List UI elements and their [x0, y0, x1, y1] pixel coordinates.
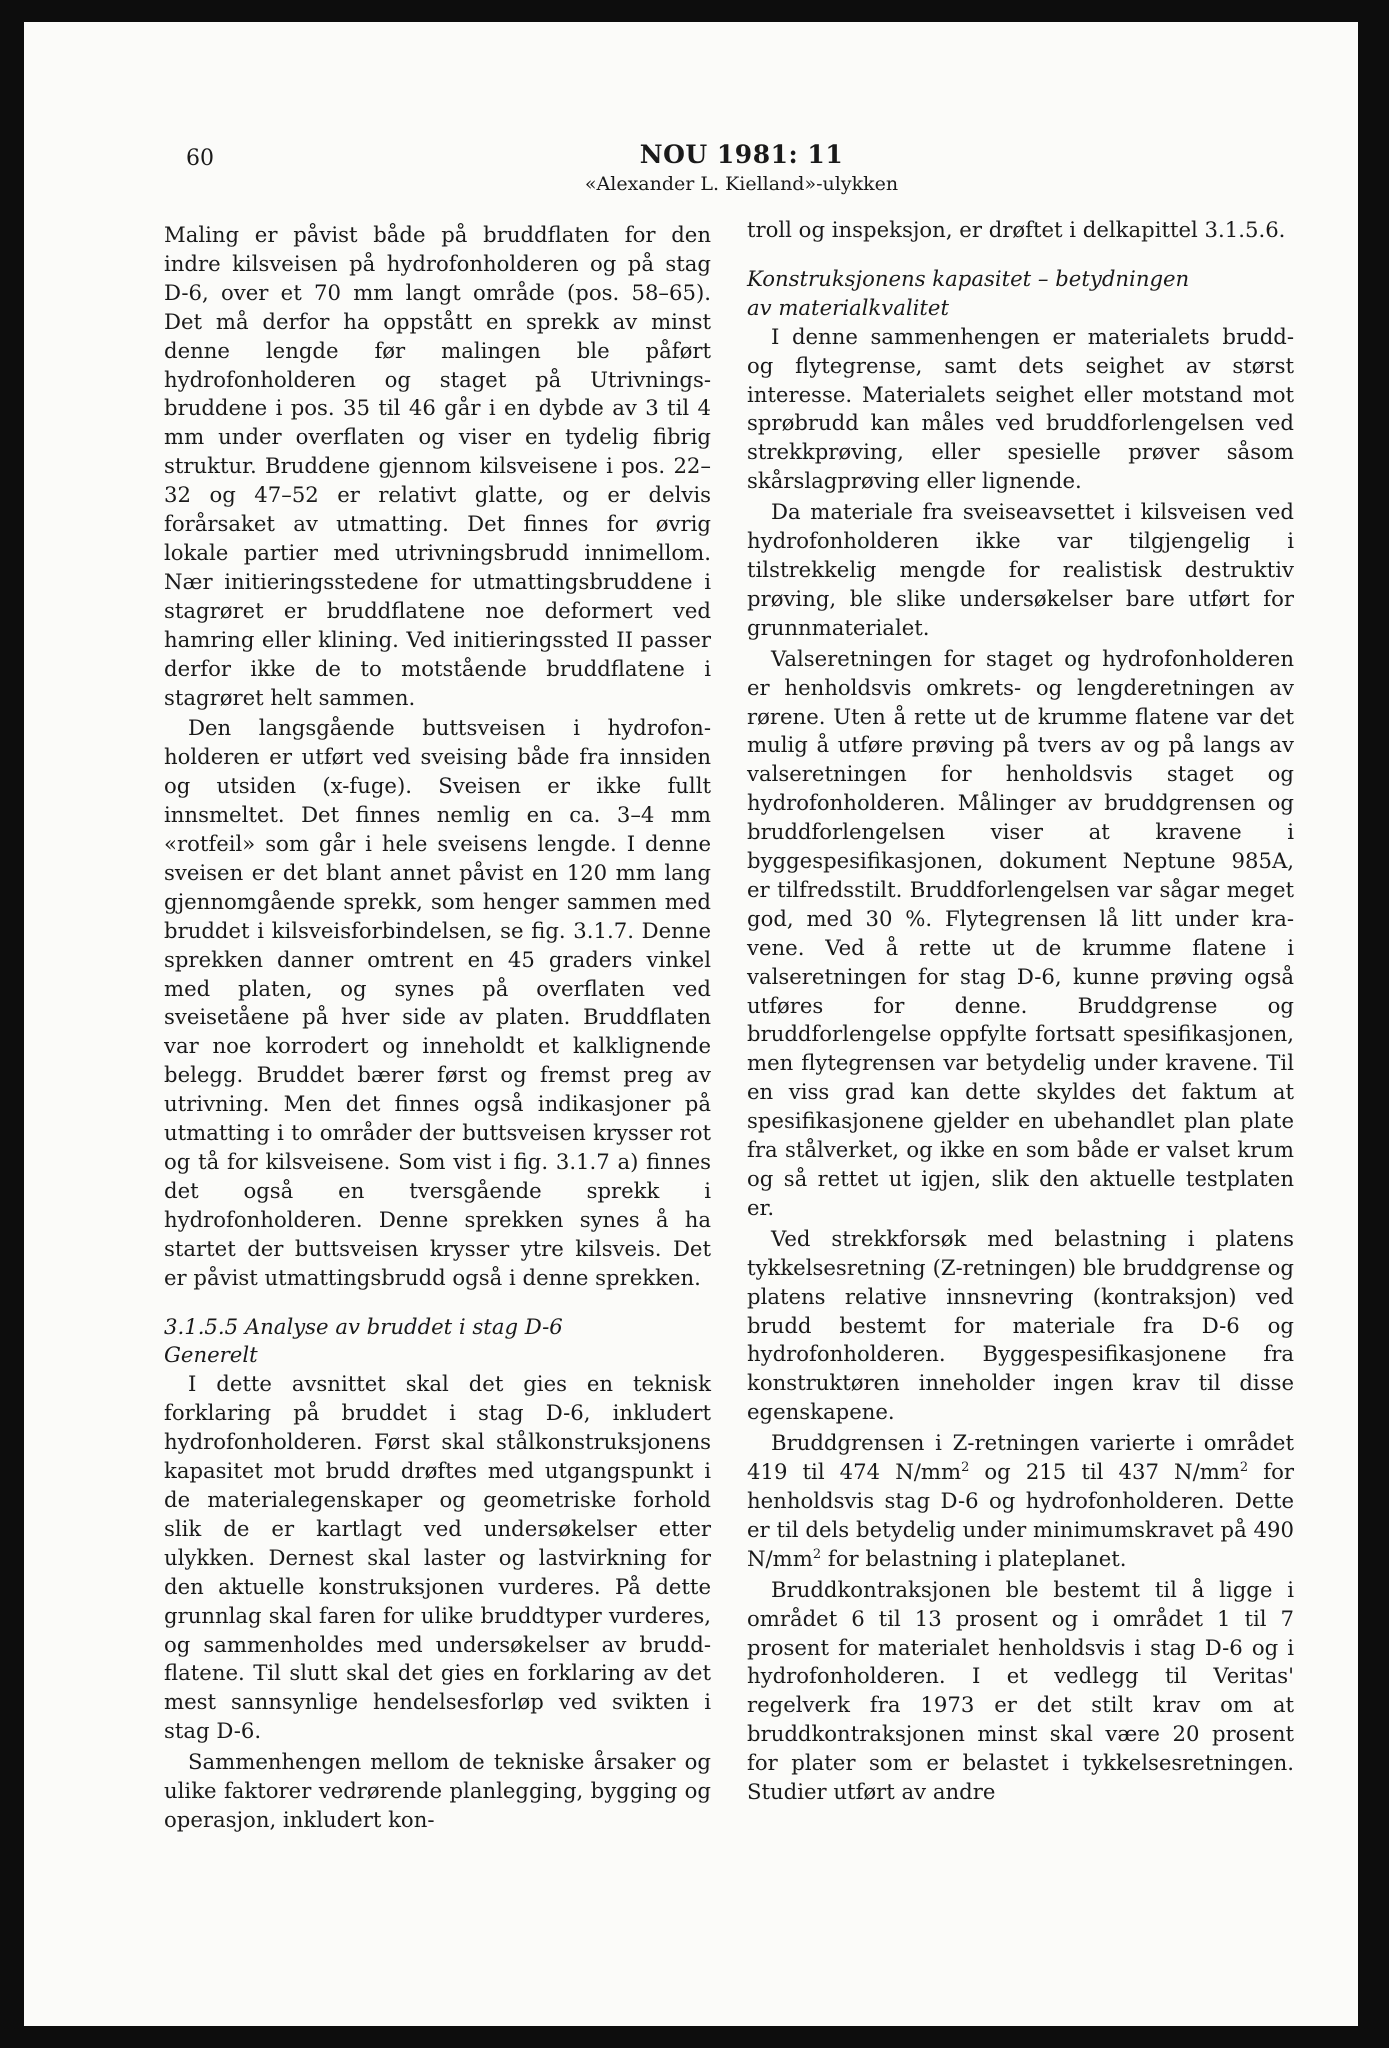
superscript: 2 — [1239, 1460, 1249, 1475]
section-heading-line: Konstruksjonens kapasitet – betydningen — [747, 265, 1190, 291]
paragraph: Den langsgående buttsveisen i hydrofonholderen er utført ved sveising både fra innsiden og utsiden (x-fuge). Sveisen er ikke fullt innsmeltet. Det finnes nemlig en ca. 3–4 mm «rotfeil» som går i hele sveisens lengde. I denne sveisen er det blant annet påvist en 120 mm lang gjennomgående sprekk, som henger sammen med bruddet i kilsveisforbindelsen, se fig. 3.1.7. Denne sprekken danner omtrent en 45 graders vinkel med platen, og synes på overflaten ved sveisetåene på hver side av platen. Bruddflaten var noe korrodert og inneholdt et kalklignende belegg. Bruddet bærer først og fremst preg av utrivning. Men det finnes også indikasjoner på utmatting i to områder der buttsveisen krysser rot og tå for kilsveisene. Som vist i fig. 3.1.7 a) finnes det også en tversgående sprekk i hydrofonholderen. Denne sprekken synes å ha startet der buttsveisen krysser ytre kilsveis. Det er påvist utmattingsbrudd også i denne sprekken. — [164, 715, 711, 1290]
document-subtitle: «Alexander L. Kielland»-ulykken — [584, 173, 899, 195]
superscript: 2 — [961, 1460, 970, 1475]
paragraph: Maling er påvist både på bruddflaten for den indre kilsveisen på hydrofonholderen og på stag D-6, over et 70 mm langt område (pos. 58–65). Det må derfor ha oppstått en sprekk av minst denne lengde før malingen ble påført hydrofonholderen og staget på Utrivningsbruddene i pos. 35 til 46 går i en dybde av 3 til 4 mm under overflaten og viser en tydelig fibrig struktur. Bruddene gjennom kilsveisene i pos. 22–32 og 47–52 er relativt glatte, og er delvis forårsaket av utmatting. Det finnes for øvrig lokale partier med utrivningsbrudd innimellom. Nær initieringsstedene for utmattingsbruddene i stagrøret er bruddflatene noe deformert ved hamring eller klining. Ved initieringssted II passer derfor ikke de to motstående bruddflatene i stagrøret helt sammen. — [164, 222, 711, 710]
paragraph: I denne sammenhengen er materialets brudd- og flytegrense, samt dets seighet av størst interesse. Materialets seighet eller motstand mot sprøbrudd kan måles ved bruddforlengelsen ved strekkprøving, eller spesielle prøver såsom skårslagprøving eller lignende. — [747, 323, 1294, 494]
right-column — [747, 216, 1294, 1809]
superscript: 2 — [812, 1546, 822, 1562]
paragraph: Sammenhengen mellom de tekniske årsaker og ulike faktorer vedrørende planlegging, bygging og operasjon, inkludert kon- — [164, 1749, 711, 1832]
page-number: 60 — [186, 146, 214, 171]
paragraph — [747, 1429, 1294, 1574]
document-title: NOU 1981: 11 — [639, 140, 844, 169]
paragraph: Ved strekkforsøk med belastning i platens tykkelsesretning (Z-retningen) ble bruddgrense og platens relative innsnevring (kontraksjon) ved brudd bestemt for materiale fra D-6 og hydrofonholderen. Byggespesifikasjonene fra konstruktøren inneholder ingen krav til disse egenskapene. — [747, 1225, 1294, 1425]
paragraph: Valseretningen for staget og hydrofonholderen er henholdsvis omkrets- og lengderetningen av rørene. Uten å rette ut de krumme flatene var det mulig å utføre prøving på tvers av og på langs av valseretningen for henholdsvis staget og hydrofonholderen. Målinger av bruddgrensen og bruddforlengelsen viser at kravene i byggespesifikasjonen, dokument Neptune 985A, er tilfredsstilt. Bruddforlengelsen var sågar meget god, med 30 %. Flytegrensen lå litt under kravene. Ved å rette ut de krumme flatene i valseretningen for stag D-6, kunne prøving også utføres for denne. Bruddgrense og bruddforlengelse oppfylte fortsatt spesifikasjonen, men flytegrensen var betydelig under kravene. Til en viss grad kan dette skyldes det faktum at spesifikasjonene gjelder en ubehandlet plan plate fra stålverket, og ikke en som både er valset krum og så rettet ut igjen, slik den aktuelle testplaten er. — [747, 645, 1294, 1220]
text-run: og 215 til 437 N/mm — [969, 1459, 1240, 1485]
paragraph: I dette avsnittet skal det gies en teknisk forklaring på bruddet i stag D-6, inkludert hydrofonholderen. Først skal stålkonstruksjonens kapasitet mot brudd drøftes med utgangspunkt i de materialegenskaper og geometriske forhold slik de er kartlagt ved undersøkelser etter ulykken. Dernest skal laster og lastvirkning for den aktuelle konstruksjonen vurderes. På dette grunnlag skal faren for ulike bruddtyper vurderes, og sammenholdes med undersøkelser av bruddflatene. Til slutt skal det gies en forklaring av det mest sannsynlige hendelsesforløp ved svikten i stag D-6. — [164, 1371, 711, 1744]
text-run: Bruddgrensen i Z-retningen varierte i området 419 til 474 N/mm — [747, 1430, 1294, 1485]
section-heading — [747, 265, 1294, 323]
section-subheading: Generelt — [164, 1342, 258, 1368]
section-heading-line: av materialkvalitet — [747, 294, 949, 320]
text-run: for henholdsvis stag D-6 og hydrofonholderen. Dette er til dels betydelig under minimumskravet på 490 N/mm — [747, 1459, 1294, 1571]
paragraph: Da materiale fra sveiseavsettet i kilsveisen ved hydrofonholderen ikke var tilgjengelig i tilstrekkelig mengde for realistisk destruktiv prøving, ble slike undersøkelser bare utført for grunnmaterialet. — [747, 499, 1294, 640]
left-column — [164, 221, 711, 1837]
section-heading: 3.1.5.5 Analyse av bruddet i stag D-6 — [164, 1313, 563, 1339]
paragraph: Bruddkontraksjonen ble bestemt til å ligge i området 6 til 13 prosent og i området 1 til 7 prosent for materialet henholdsvis i stag D-6 og i hydrofonholderen. I et vedlegg til Veritas' regelverk fra 1973 er det stilt krav om at bruddkontraksjonen minst skal være 20 prosent for plater som er belastet i tykkelsesretningen. Studier utført av andre — [747, 1576, 1294, 1805]
text-run: for belastning i plateplanet. — [821, 1545, 1127, 1571]
paragraph: troll og inspeksjon, er drøftet i delkapittel 3.1.5.6. — [747, 217, 1286, 242]
running-head — [444, 140, 1039, 195]
